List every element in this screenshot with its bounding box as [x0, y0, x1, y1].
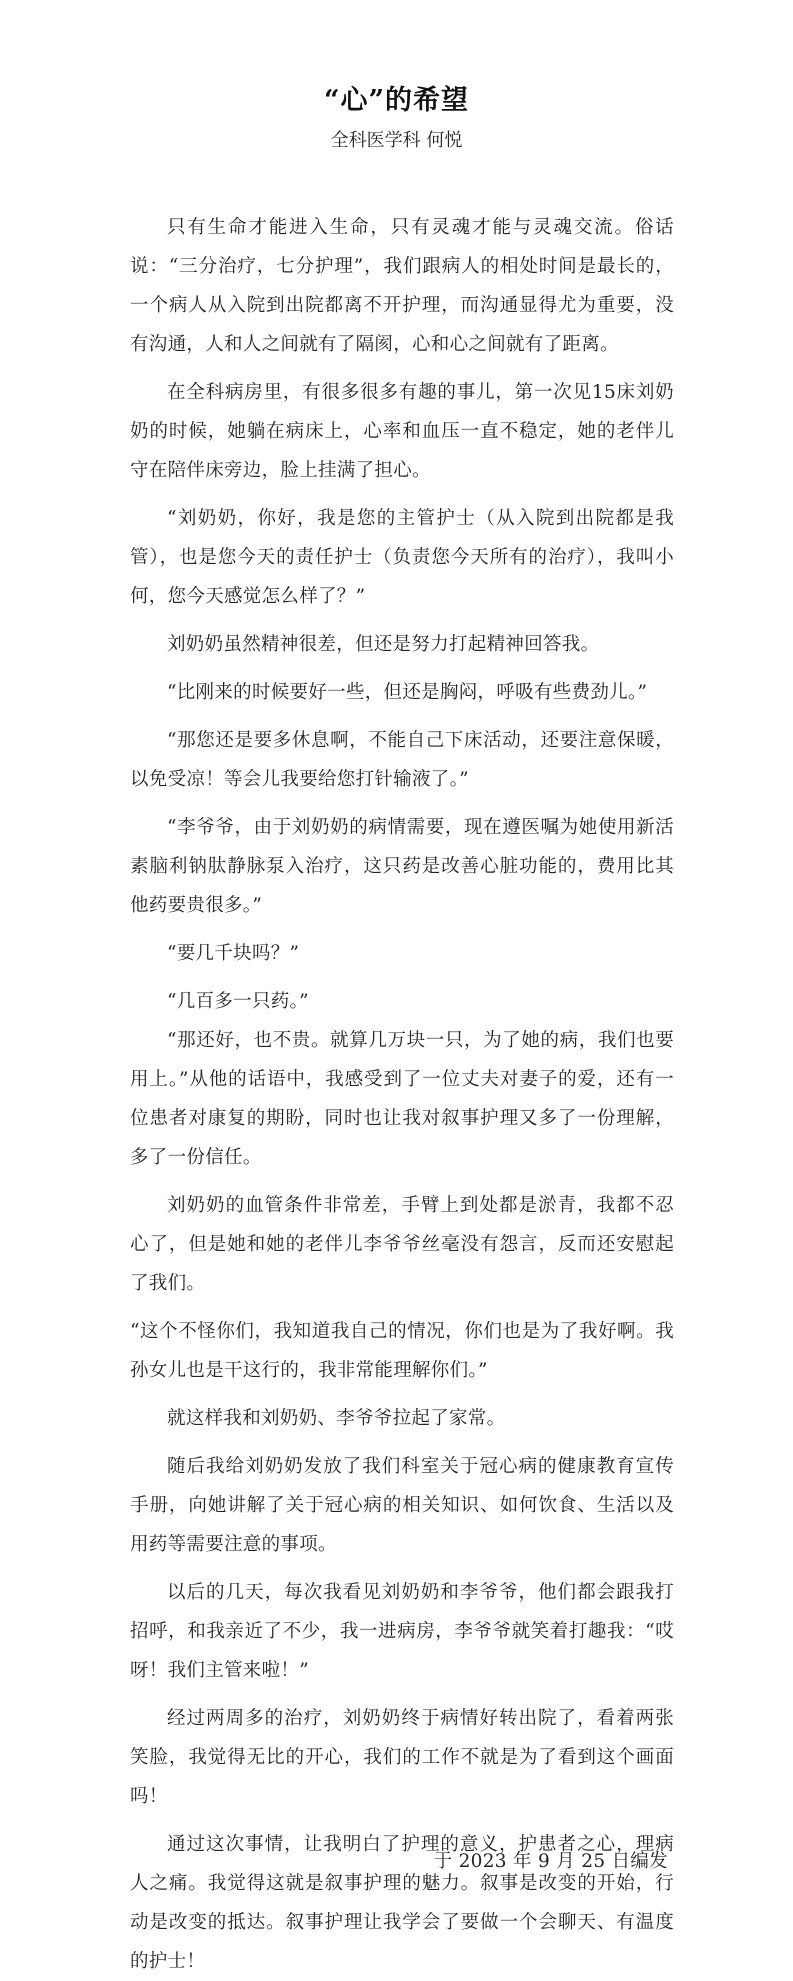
article-paragraph: 经过两周多的治疗，刘奶奶终于病情好转出院了，看着两张笑脸，我觉得无比的开心，我们的工作不就是为了看到这个画面吗！: [130, 1708, 674, 1807]
article-title: “心”的希望: [323, 85, 470, 116]
article-paragraph: 以后的几天，每次我看见刘奶奶和李爷爷，他们都会跟我打招呼，和我亲近了不少，我一进病房，李爷爷就笑着打趣我：“哎呀！我们主管来啦！”: [130, 1582, 674, 1681]
article-paragraph: 就这样我和刘奶奶、李爷爷拉起了家常。: [167, 1408, 506, 1429]
article-paragraph: “要几千块吗？”: [167, 943, 300, 964]
article-paragraph: 在全科病房里，有很多很多有趣的事儿，第一次见15床刘奶奶的时候，她躺在病床上，心率和血压一直不稳定，她的老伴儿守在陪伴床旁边，脸上挂满了担心。: [130, 382, 674, 481]
article-paragraph: 刘奶奶虽然精神很差，但还是努力打起精神回答我。: [167, 634, 600, 655]
article-paragraph: “这个不怪你们，我知道我自己的情况，你们也是为了我好啊。我孙女儿也是干这行的，我非常能理解你们。”: [130, 1321, 674, 1381]
article-paragraph: 只有生命才能进入生命，只有灵魂才能与灵魂交流。俗话说：“三分治疗，七分护理”，我们跟病人的相处时间是最长的，一个病人从入院到出院都离不开护理，而沟通显得尤为重要，没有沟通，人和人之间就有了隔阂，心和心之间就有了距离。: [130, 217, 674, 355]
article-paragraph: 通过这次事情，让我明白了护理的意义，护患者之心，理病人之痛。我觉得这就是叙事护理的魅力。叙事是改变的开始，行动是改变的抵达。叙事护理让我学会了要做一个会聊天、有温度的护士！: [130, 1834, 674, 1972]
article-paragraph: “那还好，也不贵。就算几万块一只，为了她的病，我们也要用上。”从他的话语中，我感受到了一位丈夫对妻子的爱，还有一位患者对康复的期盼，同时也让我对叙事护理又多了一份理解，多了一份信任。: [130, 1030, 674, 1168]
article-paragraph: “几百多一只药。”: [167, 991, 309, 1012]
article-paragraph: “那您还是要多休息啊，不能自己下床活动，还要注意保暖，以免受凉！等会儿我要给您打针输液了。”: [130, 730, 674, 790]
article-paragraph: 刘奶奶的血管条件非常差，手臂上到处都是淤青，我都不忍心了，但是她和她的老伴儿李爷爷丝毫没有怨言，反而还安慰起了我们。: [130, 1195, 674, 1294]
publish-date: 于 2023 年 9 月 25 日编发: [433, 1851, 668, 1872]
article-paragraph: “李爷爷，由于刘奶奶的病情需要，现在遵医嘱为她使用新活素脑利钠肽静脉泵入治疗，这只药是改善心脏功能的，费用比其他药要贵很多。”: [130, 817, 674, 916]
article-paragraph: 随后我给刘奶奶发放了我们科室关于冠心病的健康教育宣传手册，向她讲解了关于冠心病的相关知识、如何饮食、生活以及用药等需要注意的事项。: [130, 1456, 674, 1555]
article-paragraph: “刘奶奶，你好，我是您的主管护士（从入院到出院都是我管），也是您今天的责任护士（负责您今天所有的治疗），我叫小何，您今天感觉怎么样了？”: [130, 508, 674, 607]
article-paragraph: “比刚来的时候要好一些，但还是胸闷，呼吸有些费劲儿。”: [167, 682, 648, 703]
article-byline: 全科医学科 何悦: [330, 130, 463, 151]
article-body: [130, 208, 674, 1981]
